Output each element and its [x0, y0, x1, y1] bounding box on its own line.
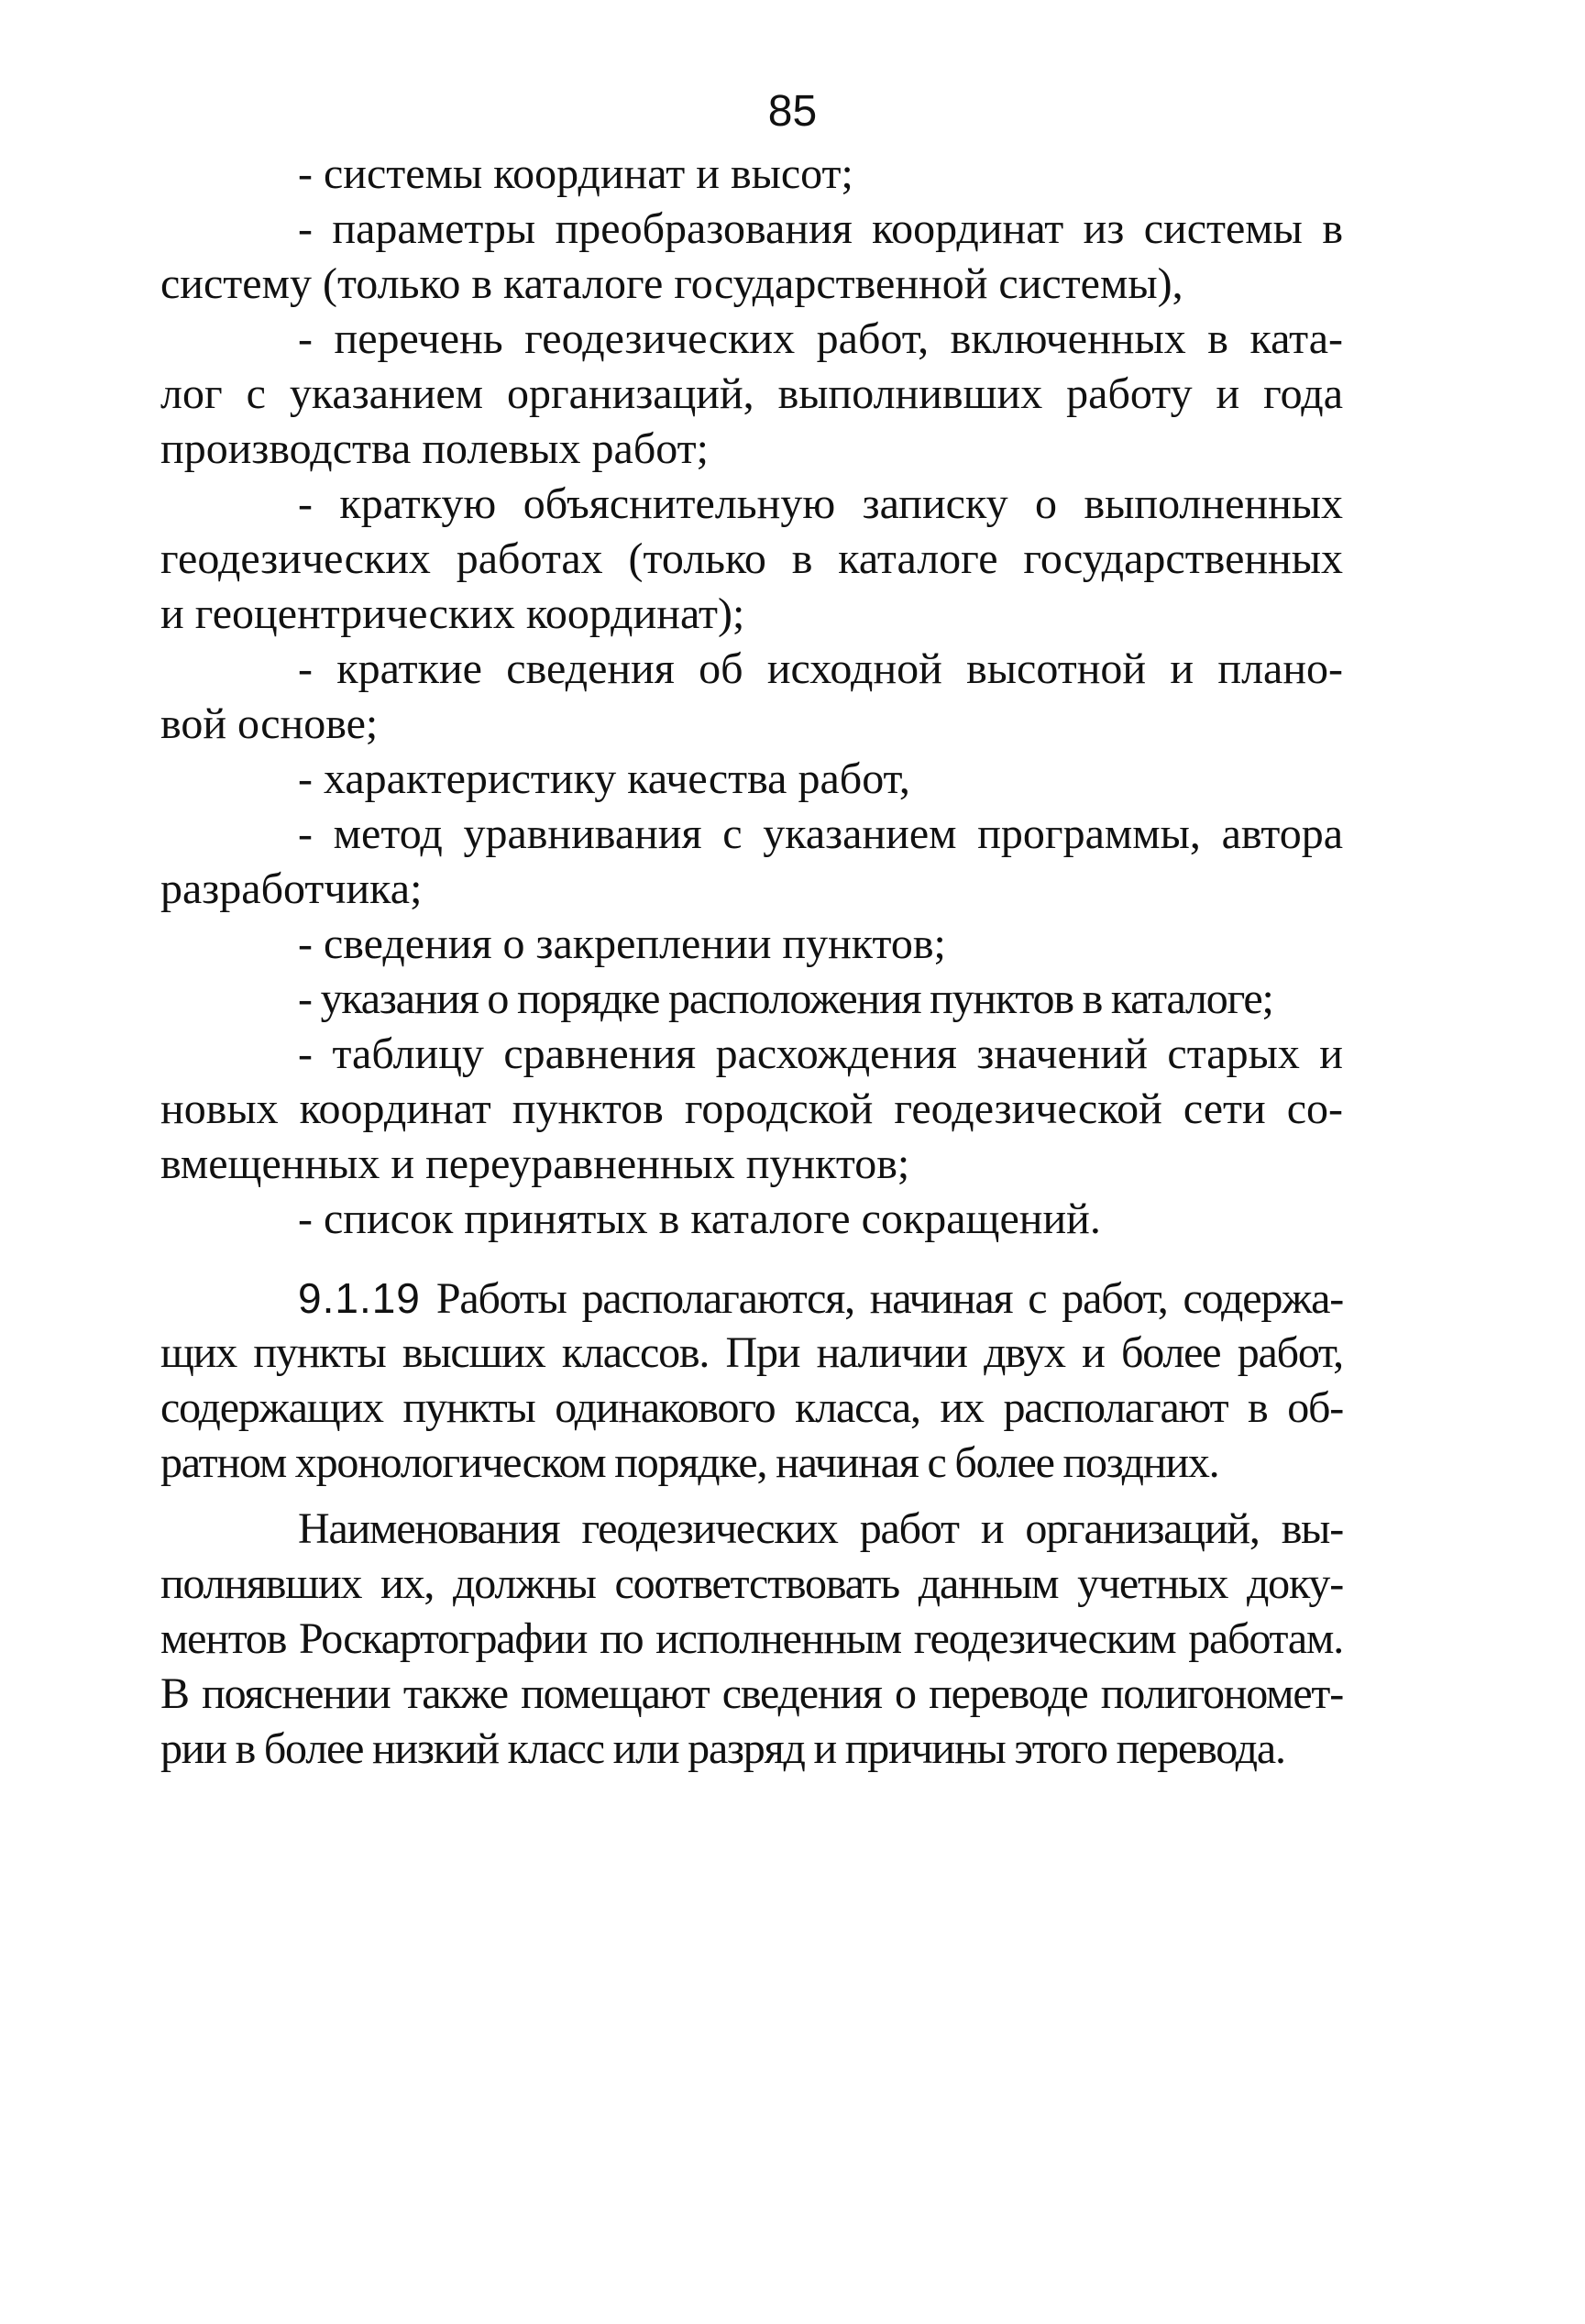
paragraph-gap: [160, 1491, 1343, 1502]
paragraph-names-line-4: В пояснении также помещают сведения о переводе полигономет-: [160, 1669, 1343, 1718]
list-item-adjustment-method: - метод уравнивания с указанием программы, автора: [298, 810, 1343, 858]
paragraph-9-1-19-line-1: [160, 1271, 1343, 1326]
paragraph-names-line-1: Наименования геодезических работ и организаций, вы-: [298, 1504, 1343, 1553]
list-item-explanatory-note-cont-1: геодезических работах (только в каталоге государственных: [160, 534, 1343, 583]
paragraph-9-1-19-line-4: ратном хронологическом порядке, начиная с более поздних.: [160, 1438, 1219, 1487]
paragraph-names-line-2: полнявших их, должны соответствовать данным учетных доку-: [160, 1559, 1343, 1608]
section-number: 9.1.19: [298, 1274, 421, 1322]
list-item-explanatory-note: - краткую объяснительную записку о выполненных: [298, 479, 1343, 528]
paragraph-9-1-19-line-3: содержащих пункты одинакового класса, их располагают в об-: [160, 1383, 1343, 1432]
list-item-works-list-cont-2: производства полевых работ;: [160, 424, 709, 473]
page-number: 85: [767, 87, 818, 136]
list-item-monumentation: - сведения о закреплении пунктов;: [298, 920, 946, 968]
list-item-transformation-params-cont: систему (только в каталоге государственной системы),: [160, 259, 1183, 308]
list-item-comparison-table-cont-1: новых координат пунктов городской геодезической сети со-: [160, 1085, 1343, 1133]
list-item-adjustment-method-cont: разработчика;: [160, 865, 423, 913]
list-item-works-list: - перечень геодезических работ, включенных в ката-: [298, 314, 1343, 363]
list-item-order-instructions: - указания о порядке расположения пунктов в каталоге;: [298, 975, 1273, 1023]
list-item-comparison-table-cont-2: вмещенных и переуравненных пунктов;: [160, 1140, 910, 1188]
list-item-explanatory-note-cont-2: и геоцентрических координат);: [160, 589, 745, 638]
document-body: [160, 147, 1343, 1777]
paragraph-names-line-3: ментов Роскартографии по исполненным геодезическим работам.: [160, 1614, 1343, 1663]
list-item-base-info-cont: вой основе;: [160, 699, 379, 748]
paragraph-names-line-5: рии в более низкий класс или разряд и причины этого перевода.: [160, 1724, 1285, 1773]
list-item-base-info: - краткие сведения об исходной высотной и плано-: [298, 644, 1343, 693]
list-item-quality: - характеристику качества работ,: [298, 754, 910, 803]
list-item-comparison-table: - таблицу сравнения расхождения значений старых и: [298, 1030, 1343, 1078]
paragraph-9-1-19-line-2: щих пункты высших классов. При наличии двух и более работ,: [160, 1328, 1343, 1377]
paragraph-9-1-19-text: Работы располагаются, начиная с работ, содержа-: [435, 1274, 1343, 1323]
list-item-transformation-params: - параметры преобразования координат из системы в: [298, 204, 1343, 253]
list-item-works-list-cont-1: лог с указанием организаций, выполнивших работу и года: [160, 369, 1343, 418]
list-item-coordinate-systems: - системы координат и высот;: [298, 149, 853, 198]
paragraph-gap: [160, 1247, 1343, 1271]
list-item-abbreviations: - список принятых в каталоге сокращений.: [298, 1195, 1101, 1243]
